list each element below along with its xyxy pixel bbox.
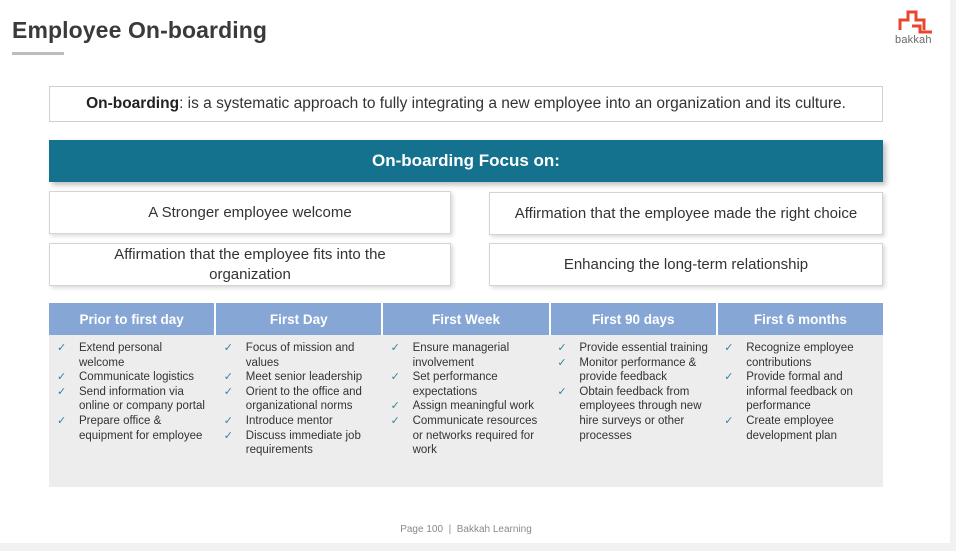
list-item: ✓ Set performance expectations (390, 371, 498, 398)
bakkah-logo-icon (898, 6, 934, 34)
list-item: ✓ Orient to the office and organizational norms (223, 385, 362, 413)
page-footer: Page 100 | Bakkah Learning (400, 524, 532, 535)
timeline-column-title: First 6 months (718, 303, 883, 335)
list-item: ✓ Assign meaningful work (390, 400, 535, 413)
timeline-column-title: First Week (383, 303, 550, 335)
page-edge-bottom (0, 543, 956, 551)
check-icon: ✓ (223, 371, 234, 384)
onboarding-definition (49, 86, 883, 122)
list-item: ✓ Create employee development plan (724, 414, 837, 442)
check-icon: ✓ (390, 371, 400, 384)
list-item: ✓ Introduce mentor (223, 414, 333, 427)
focus-banner: On-boarding Focus on: (49, 140, 883, 182)
list-item: ✓ Recognize employee contributions (724, 342, 854, 369)
check-icon: ✓ (57, 342, 67, 354)
check-icon: ✓ (724, 342, 734, 354)
check-icon: ✓ (390, 400, 400, 413)
bakkah-logo (894, 6, 938, 48)
timeline-column-title: First 90 days (551, 303, 718, 335)
list-item: ✓ Obtain feedback from employees through new hire surveys or other processes (557, 385, 702, 442)
focus-item: Affirmation that the employee made the right choice (489, 192, 883, 235)
check-icon: ✓ (557, 356, 567, 369)
check-icon: ✓ (57, 371, 67, 384)
definition-term: On-boarding (86, 95, 180, 112)
page-edge-right (950, 0, 956, 551)
timeline-column (549, 341, 716, 458)
check-icon: ✓ (557, 385, 567, 398)
timeline-column (49, 341, 216, 458)
timeline-column (383, 341, 550, 458)
timeline-column-title: First Day (216, 303, 383, 335)
list-item: ✓ Communicate logistics (57, 371, 195, 384)
check-icon: ✓ (724, 371, 734, 384)
timeline-header (49, 303, 883, 335)
list-item: ✓ Ensure managerial involvement (390, 342, 510, 369)
list-item: ✓ Focus of mission and values (223, 342, 355, 369)
check-icon: ✓ (223, 414, 234, 427)
check-icon: ✓ (390, 342, 400, 354)
check-icon: ✓ (223, 429, 234, 442)
title-underline (12, 52, 64, 55)
timeline-body (49, 335, 883, 458)
list-item: ✓ Monitor performance & provide feedback (557, 356, 697, 384)
check-icon: ✓ (390, 414, 400, 427)
check-icon: ✓ (57, 414, 67, 427)
focus-item: Affirmation that the employee fits into the organization (49, 243, 451, 286)
page-title: Employee On-boarding (12, 17, 268, 43)
list-item: ✓ Provide essential training (557, 342, 708, 354)
timeline-column (216, 341, 383, 458)
list-item: ✓ Send information via online or company portal (57, 385, 205, 413)
check-icon: ✓ (57, 385, 67, 398)
list-item: ✓ Provide formal and informal feedback on performance (724, 371, 853, 413)
list-item: ✓ Extend personal welcome (57, 342, 163, 369)
list-item: ✓ Communicate resources or networks required for work (390, 414, 538, 457)
list-item: ✓ Meet senior leadership (223, 371, 363, 384)
focus-item: A Stronger employee welcome (49, 191, 451, 234)
check-icon: ✓ (724, 414, 734, 427)
check-icon: ✓ (223, 342, 234, 354)
logo-text: bakkah (895, 34, 932, 46)
timeline-column (716, 341, 883, 458)
focus-item: Enhancing the long-term relationship (489, 243, 883, 286)
timeline-column-title: Prior to first day (49, 303, 216, 335)
onboarding-timeline (49, 303, 883, 487)
list-item: ✓ Discuss immediate job requirements (223, 429, 361, 457)
check-icon: ✓ (557, 342, 567, 354)
list-item: ✓ Prepare office & equipment for employee (57, 414, 203, 442)
check-icon: ✓ (223, 385, 234, 398)
definition-text: : is a systematic approach to fully integrating a new employee into an organization and its culture. (179, 95, 846, 112)
